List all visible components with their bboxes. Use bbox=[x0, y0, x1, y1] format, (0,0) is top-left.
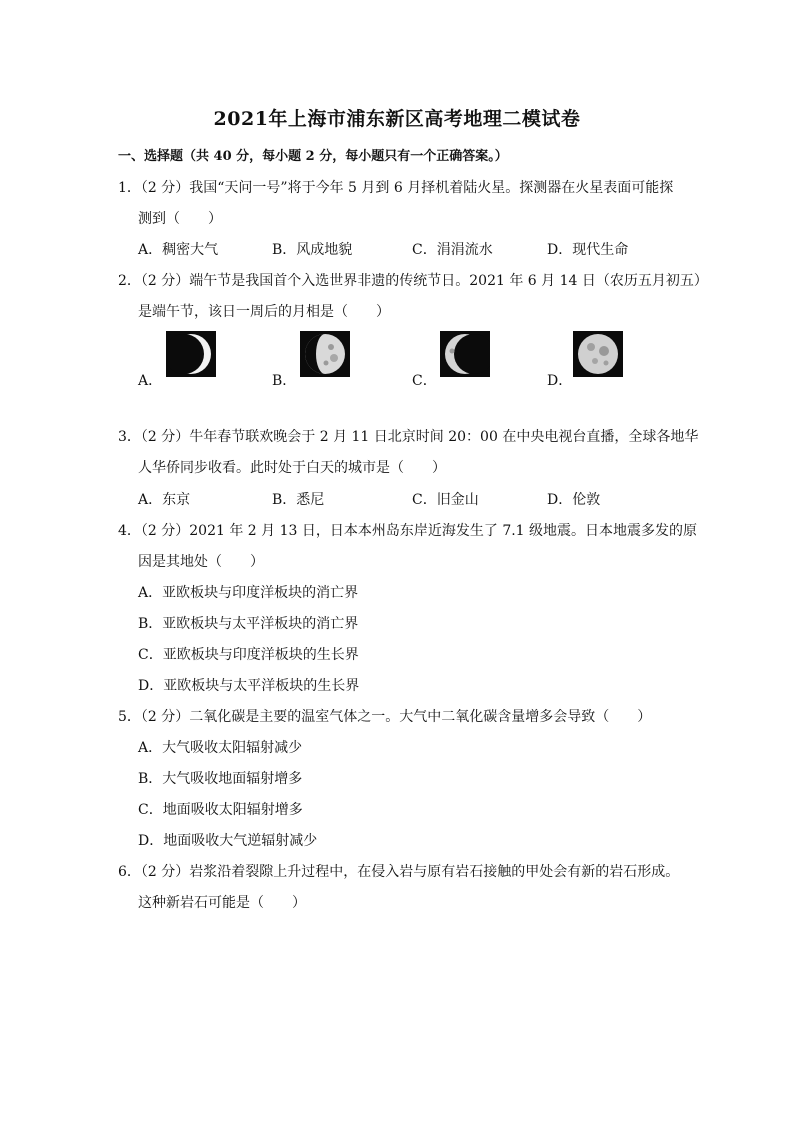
question-5-option-b: B．大气吸收地面辐射增多 bbox=[138, 771, 303, 787]
question-3-option-c: C．旧金山 bbox=[412, 492, 479, 508]
question-1-line-1: 1．（2 分）我国“天问一号”将于今年 5 月到 6 月择机着陆火星。探测器在火星表面可能探 bbox=[118, 180, 674, 196]
question-2-option-c: C． bbox=[412, 373, 437, 389]
question-4-option-d: D．亚欧板块与太平洋板块的生长界 bbox=[138, 678, 360, 694]
question-1-option-a: A．稠密大气 bbox=[138, 242, 219, 258]
question-4-option-a: A．亚欧板块与印度洋板块的消亡界 bbox=[138, 585, 359, 601]
question-4-line-2: 因是其地处（ ） bbox=[138, 554, 264, 570]
question-1-option-d: D．现代生命 bbox=[547, 242, 629, 258]
full-moon-icon bbox=[573, 331, 623, 377]
question-1-line-2: 测到（ ） bbox=[138, 211, 222, 227]
question-4-option-c: C．亚欧板块与印度洋板块的生长界 bbox=[138, 647, 359, 663]
question-5-line-1: 5．（2 分）二氧化碳是主要的温室气体之一。大气中二氧化碳含量增多会导致（ ） bbox=[118, 709, 652, 725]
question-4-option-b: B．亚欧板块与太平洋板块的消亡界 bbox=[138, 616, 359, 632]
question-3-option-a: A．东京 bbox=[138, 492, 191, 508]
page-title: 2021年上海市浦东新区高考地理二模试卷 bbox=[213, 108, 581, 130]
question-3-line-2: 人华侨同步收看。此时处于白天的城市是（ ） bbox=[138, 460, 446, 476]
question-3-option-b: B．悉尼 bbox=[272, 492, 325, 508]
question-3-line-1: 3．（2 分）牛年春节联欢晚会于 2 月 11 日北京时间 20：00 在中央电视台直播，全球各地华 bbox=[118, 429, 699, 445]
question-2-option-a: A． bbox=[138, 373, 163, 389]
waxing-gibbous-moon-icon bbox=[300, 331, 350, 377]
question-2-option-d: D． bbox=[547, 373, 573, 389]
question-1-option-c: C．涓涓流水 bbox=[412, 242, 493, 258]
question-6-line-1: 6．（2 分）岩浆沿着裂隙上升过程中，在侵入岩与原有岩石接触的甲处会有新的岩石形成。 bbox=[118, 864, 680, 880]
waning-crescent-moon-icon bbox=[440, 331, 490, 377]
question-4-line-1: 4．（2 分）2021 年 2 月 13 日，日本本州岛东岸近海发生了 7.1 级地震。日本地震多发的原 bbox=[118, 523, 698, 539]
question-1-option-b: B．风成地貌 bbox=[272, 242, 353, 258]
waxing-crescent-moon-icon bbox=[166, 331, 216, 377]
question-3-option-d: D．伦敦 bbox=[547, 492, 601, 508]
question-2-line-1: 2．（2 分）端午节是我国首个入选世界非遗的传统节日。2021 年 6 月 14 日（农历五月初五） bbox=[118, 273, 708, 289]
question-2-option-b: B． bbox=[272, 373, 297, 389]
question-5-option-a: A．大气吸收太阳辐射减少 bbox=[138, 740, 303, 756]
question-6-line-2: 这种新岩石可能是（ ） bbox=[138, 895, 306, 911]
question-5-option-d: D．地面吸收大气逆辐射减少 bbox=[138, 833, 318, 849]
question-5-option-c: C．地面吸收太阳辐射增多 bbox=[138, 802, 303, 818]
section-heading: 一、选择题（共 40 分，每小题 2 分，每小题只有一个正确答案。） bbox=[118, 149, 508, 164]
question-2-line-2: 是端午节，该日一周后的月相是（ ） bbox=[138, 304, 390, 320]
